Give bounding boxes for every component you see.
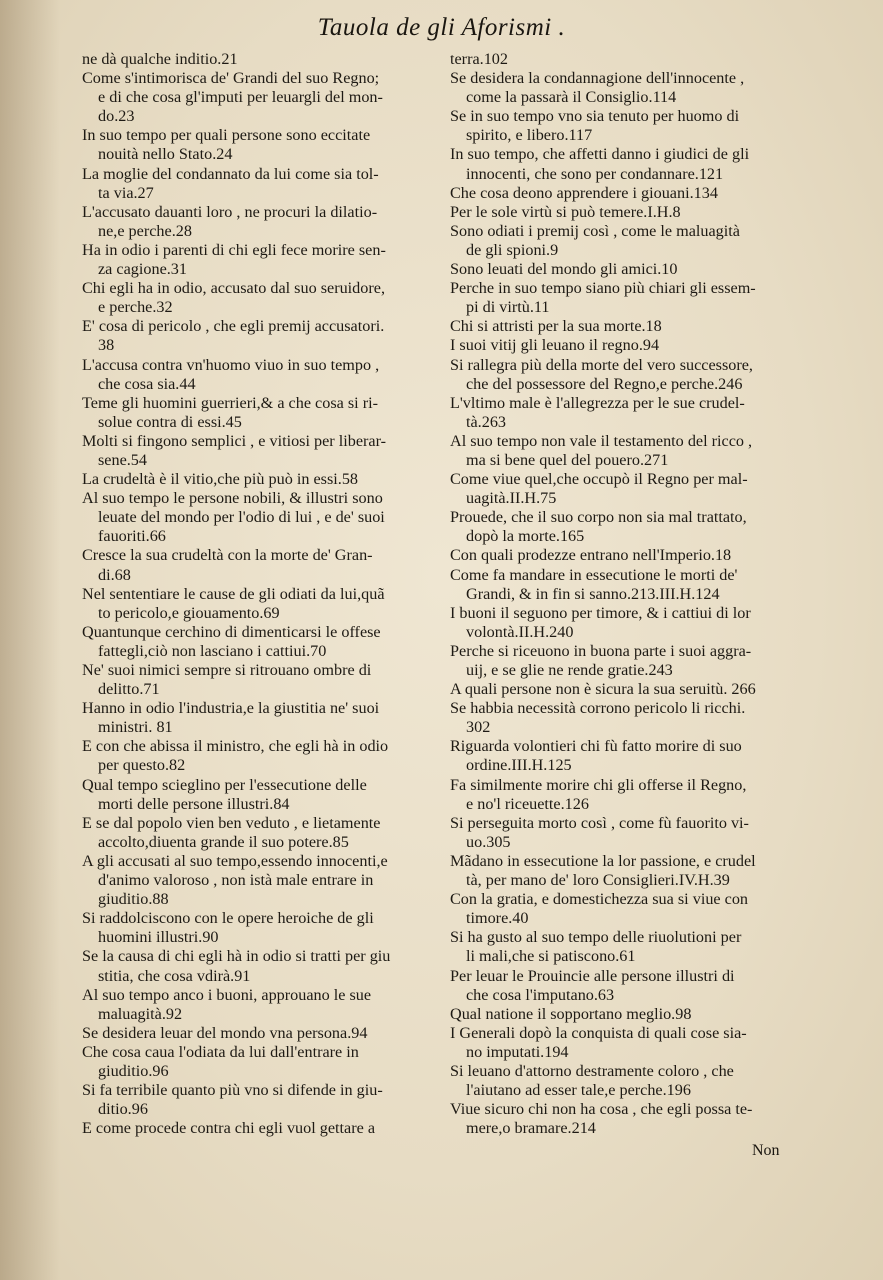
index-entry-line: Se desidera la condannagione dell'innocente ,	[450, 69, 745, 88]
index-entry-line: Cresce la sua crudeltà con la morte de' Gran-	[82, 546, 373, 565]
index-entry	[450, 394, 802, 432]
index-entry-line: leuate del mondo per l'odio di lui , e de' suoi	[98, 508, 385, 527]
index-entry-line: Ha in odio i parenti di chi egli fece morire sen-	[82, 240, 386, 259]
index-entry-line: Viue sicuro chi non ha cosa , che egli possa te-	[450, 1100, 753, 1119]
index-entry	[450, 317, 802, 336]
index-entry-line: Qual tempo scieglino per l'essecutione delle	[82, 775, 367, 794]
index-entry	[450, 107, 802, 145]
index-entry	[450, 69, 802, 107]
index-entry-line: Ne' suoi nimici sempre si ritrouano ombre di	[82, 661, 372, 679]
index-entry-line: Chi si attristi per la sua morte.18	[450, 317, 662, 336]
index-entry	[82, 1081, 447, 1119]
index-entry	[450, 145, 802, 183]
index-entry-line: E se dal popolo vien ben veduto , e lietamente	[82, 813, 381, 832]
index-entry	[450, 737, 802, 775]
index-entry	[82, 317, 447, 355]
index-entry-line: l'aiutano ad esser tale,e perche.196	[466, 1081, 691, 1100]
index-entry-line: ne dà qualche inditio.21	[82, 50, 238, 68]
index-entry-line: Grandi, & in fin si sanno.213.III.H.124	[466, 584, 720, 603]
index-entry-line: In suo tempo, che affetti danno i giudici de gli	[450, 145, 750, 164]
index-entry-line: 302	[466, 718, 491, 737]
index-entry	[82, 356, 447, 394]
index-entry-line: terra.102	[450, 50, 508, 68]
index-entry	[450, 699, 802, 737]
index-entry-line: Quantunque cerchino di dimenticarsi le offese	[82, 622, 381, 641]
index-entry	[450, 928, 802, 966]
index-entry	[82, 699, 447, 737]
index-entry-line: ordine.III.H.125	[466, 756, 572, 775]
index-entry-line: Se habbia necessità corrono pericolo li ricchi.	[450, 699, 746, 718]
index-entry-line: nouità nello Stato.24	[98, 145, 233, 164]
index-entry	[82, 1024, 447, 1043]
index-entry-line: to pericolo,e giouamento.69	[98, 603, 280, 622]
index-entry-line: Si fa terribile quanto più vno si difende in giu-	[82, 1081, 383, 1100]
index-column-left	[82, 50, 447, 1138]
index-entry-line: d'animo valoroso , non istà male entrare in	[98, 871, 374, 890]
index-column-right	[450, 50, 802, 1138]
index-entry	[450, 604, 802, 642]
index-entry	[82, 585, 447, 623]
index-entry-line: E' cosa di pericolo , che egli premij accusatori.	[82, 317, 385, 336]
index-entry	[450, 1100, 802, 1138]
index-entry	[82, 986, 447, 1024]
index-entry	[82, 623, 447, 661]
index-entry	[450, 1005, 802, 1024]
index-entry-line: Prouede, che il suo corpo non sia mal trattato,	[450, 508, 747, 527]
index-entry	[450, 222, 802, 260]
index-entry-line: volontà.II.H.240	[466, 622, 574, 641]
index-entry-line: Se in suo tempo vno sia tenuto per huomo di	[450, 107, 740, 126]
index-entry-line: Se desidera leuar del mondo vna persona.94	[82, 1023, 368, 1042]
index-entry	[450, 260, 802, 279]
index-entry-line: che cosa l'imputano.63	[466, 985, 615, 1004]
page-title: Tauola de gli Aforismi .	[317, 14, 566, 41]
index-entry-line: Che cosa caua l'odiata da lui dall'entrare in	[82, 1042, 359, 1061]
index-entry-line: Al suo tempo anco i buoni, approuano le sue	[82, 985, 372, 1004]
index-entry-line: A quali persone non è sicura la sua seruitù. 266	[450, 680, 756, 699]
index-entry-line: Perche si riceuono in buona parte i suoi aggra-	[450, 641, 752, 660]
index-entry-line: Per le sole virtù si può temere.I.H.8	[450, 202, 681, 221]
index-entry	[450, 776, 802, 814]
index-entry-line: ministri. 81	[98, 718, 173, 737]
index-entry-line: La moglie del condannato da lui come sia tol-	[82, 164, 379, 183]
index-entry-line: di.68	[98, 565, 131, 584]
index-entry	[450, 680, 802, 699]
index-entry-line: solue contra di essi.45	[98, 412, 242, 431]
index-entry-line: de gli spioni.9	[466, 240, 559, 259]
index-entry-line: pi di virtù.11	[466, 298, 550, 317]
index-entry-line: Si ha gusto al suo tempo delle riuolutioni per	[450, 928, 742, 947]
index-entry-line: L'accusato dauanti loro , ne procuri la dilatio-	[82, 202, 378, 221]
index-entry	[82, 909, 447, 947]
index-entry-line: Si perseguita morto così , come fù fauorito vi-	[450, 813, 749, 832]
index-entry-line: Al suo tempo le persone nobili, & illustri sono	[82, 489, 383, 508]
index-entry-line: E con che abissa il ministro, che egli hà in odio	[82, 737, 389, 756]
index-entry-line: maluagità.92	[98, 1004, 183, 1023]
index-entry	[82, 50, 447, 69]
index-entry	[82, 814, 447, 852]
index-entry-line: Si leuano d'attorno destramente coloro , che	[450, 1061, 734, 1080]
index-entry-line: ne,e perche.28	[98, 221, 192, 240]
index-entry-line: uo.305	[466, 832, 511, 851]
index-entry	[450, 852, 802, 890]
page-spine-shadow	[0, 0, 60, 1280]
index-entry	[450, 642, 802, 680]
index-entry-line: L'vltimo male è l'allegrezza per le sue crudel-	[450, 393, 745, 412]
index-entry-line: Nel sententiare le cause de gli odiati da lui,quã	[82, 584, 385, 603]
index-entry	[450, 508, 802, 546]
index-entry	[450, 184, 802, 203]
index-entry	[82, 279, 447, 317]
index-entry	[450, 279, 802, 317]
index-entry	[450, 1062, 802, 1100]
index-entry	[82, 546, 447, 584]
index-entry-line: uij, e se glie ne rende gratie.243	[466, 661, 673, 679]
index-entry-line: Si rallegra più della morte del vero successore,	[450, 355, 753, 374]
index-entry-line: Teme gli huomini guerrieri,& a che cosa si ri-	[82, 393, 378, 412]
index-entry	[450, 890, 802, 928]
index-entry-line: mere,o bramare.214	[466, 1119, 596, 1138]
index-entry-line: ditio.96	[98, 1100, 148, 1119]
index-entry	[450, 566, 802, 604]
index-entry	[82, 1043, 447, 1081]
index-entry-line: ta via.27	[98, 183, 154, 202]
index-entry-line: I suoi vitij gli leuano il regno.94	[450, 336, 660, 355]
index-entry-line: Hanno in odio l'industria,e la giustitia ne' suoi	[82, 699, 380, 718]
index-entry-line: Chi egli ha in odio, accusato dal suo seruidore,	[82, 279, 385, 298]
index-entry	[450, 203, 802, 222]
index-entry-line: Come s'intimorisca de' Grandi del suo Regno;	[82, 69, 380, 88]
index-entry-line: Fa similmente morire chi gli offerse il Regno,	[450, 775, 747, 794]
index-entry-line: I Generali dopò la conquista di quali cose sia-	[450, 1023, 747, 1042]
index-entry-line: La crudeltà è il vitio,che più può in essi.58	[82, 470, 359, 489]
index-entry-line: fattegli,ciò non lasciano i cattiui.70	[98, 641, 327, 660]
index-entry-line: spirito, e libero.117	[466, 126, 593, 145]
index-entry	[82, 432, 447, 470]
index-entry	[82, 947, 447, 985]
index-entry-line: E come procede contra chi egli vuol gettare a	[82, 1119, 376, 1138]
index-entry-line: dopò la morte.165	[466, 527, 585, 546]
index-entry-line: do.23	[98, 107, 135, 126]
index-entry	[450, 814, 802, 852]
index-entry	[450, 336, 802, 355]
index-entry-line: che cosa sia.44	[98, 374, 196, 393]
index-entry-line: innocenti, che sono per condannare.121	[466, 164, 724, 183]
index-entry-line: Molti si fingono semplici , e vitiosi per liberar-	[82, 431, 387, 450]
index-entry-line: li mali,che si patiscono.61	[466, 947, 636, 966]
index-entry	[82, 661, 447, 699]
index-entry	[82, 69, 447, 126]
index-entry	[82, 165, 447, 203]
index-entry-line: Con la gratia, e domestichezza sua si viue con	[450, 890, 749, 909]
index-entry-line: timore.40	[466, 909, 529, 928]
index-entry-line: delitto.71	[98, 680, 160, 699]
index-entry	[82, 489, 447, 546]
index-entry-line: per questo.82	[98, 756, 186, 775]
index-entry-line: Che cosa deono apprendere i giouani.134	[450, 183, 718, 202]
index-entry	[82, 203, 447, 241]
index-entry-line: e perche.32	[98, 298, 173, 317]
index-entry	[82, 394, 447, 432]
index-entry-line: Come fa mandare in essecutione le morti de'	[450, 565, 738, 584]
index-entry-line: e no'l riceuette.126	[466, 794, 589, 813]
index-entry-line: huomini illustri.90	[98, 928, 219, 947]
index-entry-line: Al suo tempo non vale il testamento del ricco ,	[450, 431, 753, 450]
index-entry	[82, 1119, 447, 1138]
index-entry-line: fauoriti.66	[98, 527, 166, 546]
index-entry-line: za cagione.31	[98, 260, 187, 279]
index-entry-line: Riguarda volontieri chi fù fatto morire di suo	[450, 737, 742, 756]
index-entry-line: Perche in suo tempo siano più chiari gli essem-	[450, 279, 756, 298]
index-entry-line: I buoni il seguono per timore, & i cattiui di lor	[450, 603, 751, 622]
index-entry-line: L'accusa contra vn'huomo viuo in suo tempo ,	[82, 355, 380, 374]
index-entry-line: accolto,diuenta grande il suo potere.85	[98, 832, 349, 851]
index-entry-line: uagità.II.H.75	[466, 489, 557, 508]
index-entry	[450, 356, 802, 394]
index-entry-line: tà, per mano de' loro Consiglieri.IV.H.39	[466, 871, 730, 890]
index-entry-line: giuditio.96	[98, 1061, 169, 1080]
index-entry-line: che del possessore del Regno,e perche.246	[466, 374, 743, 393]
index-entry-line: A gli accusati al suo tempo,essendo innocenti,e	[82, 851, 388, 870]
index-entry-line: come la passarà il Consiglio.114	[466, 88, 677, 107]
index-entry-line: e di che cosa gl'imputi per leuargli del mon-	[98, 88, 383, 107]
index-entry-line: stitia, che cosa vdirà.91	[98, 966, 251, 985]
index-entry	[82, 126, 447, 164]
index-entry-line: Mãdano in essecutione la lor passione, e crudel	[450, 851, 756, 870]
index-entry-line: 38	[98, 336, 115, 355]
index-entry	[450, 1024, 802, 1062]
index-entry-line: ma si bene quel del pouero.271	[466, 450, 669, 469]
index-entry-line: In suo tempo per quali persone sono eccitate	[82, 126, 371, 145]
index-entry-line: no imputati.194	[466, 1042, 569, 1061]
index-entry-line: Se la causa di chi egli hà in odio si tratti per giu	[82, 947, 391, 966]
index-entry	[82, 776, 447, 814]
index-entry-line: Qual natione il sopportano meglio.98	[450, 1004, 692, 1023]
index-entry-line: Sono leuati del mondo gli amici.10	[450, 260, 678, 279]
index-entry-line: giuditio.88	[98, 890, 169, 909]
index-entry	[450, 546, 802, 565]
index-entry	[82, 470, 447, 489]
index-entry-line: sene.54	[98, 450, 147, 469]
index-entry	[82, 241, 447, 279]
index-entry	[82, 737, 447, 775]
index-entry	[450, 470, 802, 508]
index-entry	[450, 432, 802, 470]
index-entry	[82, 852, 447, 909]
catchword: Non	[752, 1142, 780, 1159]
index-entry-line: morti delle persone illustri.84	[98, 794, 290, 813]
index-entry-line: tà.263	[466, 412, 507, 431]
index-entry-line: Con quali prodezze entrano nell'Imperio.18	[450, 546, 732, 565]
index-entry	[450, 967, 802, 1005]
index-entry-line: Per leuar le Prouincie alle persone illustri di	[450, 966, 735, 985]
index-entry-line: Si raddolciscono con le opere heroiche de gli	[82, 909, 374, 928]
index-entry-line: Sono odiati i premij così , come le maluagità	[450, 221, 740, 240]
index-entry-line: Come viue quel,che occupò il Regno per mal-	[450, 470, 748, 489]
index-entry	[450, 50, 802, 69]
